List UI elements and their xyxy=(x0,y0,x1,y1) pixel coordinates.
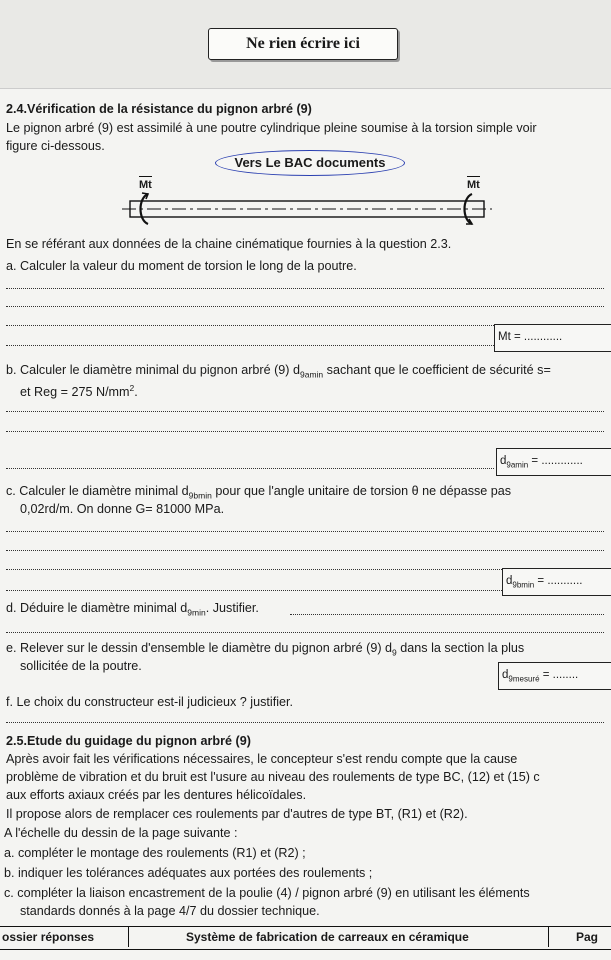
task-item-a: a. compléter le montage des roulements (R1) et (R2) ; xyxy=(4,846,306,860)
paragraph-line: Après avoir fait les vérifications nécessaires, le concepteur s'est rendu compte que la cause xyxy=(6,752,518,766)
answer-line[interactable] xyxy=(6,632,604,633)
paragraph-line: problème de vibration et du bruit est l'usure au niveau des roulements de type BC, (12) et (15) c xyxy=(6,770,540,784)
question-f: f. Le choix du constructeur est-il judicieux ? justifier. xyxy=(6,695,293,709)
question-c-line-2: 0,02rd/m. On donne G= 81000 MPa. xyxy=(20,502,225,516)
page-footer xyxy=(0,926,611,950)
paragraph-line: aux efforts axiaux créés par les dentures hélicoïdales. xyxy=(6,788,307,802)
answer-box-d9bmin[interactable]: $d_{9bmin}$ = ........... xyxy=(502,568,611,596)
answer-box-mt[interactable]: Mt = ............ xyxy=(494,324,611,352)
task-item-c-line-2: standards donnés à la page 4/7 du dossier technique. xyxy=(20,904,320,918)
do-not-write-box: Ne rien écrire ici xyxy=(208,28,398,60)
section-2-4-title: 2.4.Vérification de la résistance du pignon arbré (9) xyxy=(6,102,312,116)
answer-line[interactable] xyxy=(290,614,604,615)
question-a: a. Calculer la valeur du moment de torsion le long de la poutre. xyxy=(6,259,357,273)
question-b-line-2: et Reg = 275 $N/mm^2$. xyxy=(20,383,138,400)
question-b-line-1: b. Calculer le diamètre minimal du pignon arbré (9) $d_{9amin}$ sachant que le coefficient de sécurité s= xyxy=(6,363,551,380)
reference-line: En se référant aux données de la chaine cinématique fournies à la question 2.3. xyxy=(6,237,452,251)
question-d: d. Déduire le diamètre minimal $d_{9min}$. Justifier. xyxy=(6,601,259,618)
answer-box-d9amin[interactable]: $d_{9amin}$ = ............. xyxy=(496,448,611,476)
answer-line[interactable] xyxy=(6,722,604,723)
answer-line[interactable] xyxy=(6,531,604,532)
intro-line-2: figure ci-dessous. xyxy=(6,139,105,153)
bac-documents-stamp: Vers Le BAC documents xyxy=(215,150,405,176)
task-item-b: b. indiquer les tolérances adéquates aux portées des roulements ; xyxy=(4,866,373,880)
paragraph-line: Il propose alors de remplacer ces roulements par d'autres de type BT, (R1) et (R2). xyxy=(6,807,468,821)
answer-line[interactable] xyxy=(6,431,604,432)
footer-divider xyxy=(548,927,549,947)
answer-line[interactable] xyxy=(6,411,604,412)
answer-line[interactable] xyxy=(6,550,604,551)
moment-label-right: Mt xyxy=(467,176,480,193)
question-e-line-2: sollicitée de la poutre. xyxy=(20,659,142,673)
answer-line[interactable] xyxy=(6,345,494,346)
footer-divider xyxy=(128,927,129,947)
answer-box-d9mesure[interactable]: $d_{9mesuré}$ = ........ xyxy=(498,662,611,690)
question-e-line-1: e. Relever sur le dessin d'ensemble le diamètre du pignon arbré (9) $d_9$ dans la section la plus xyxy=(6,641,525,658)
section-2-5-title: 2.5.Etude du guidage du pignon arbré (9) xyxy=(6,734,251,748)
task-item-c-line-1: c. compléter la liaison encastrement de la poulie (4) / pignon arbré (9) en utilisant les éléments xyxy=(4,886,530,900)
footer-center-label: Système de fabrication de carreaux en céramique xyxy=(186,930,469,944)
answer-label: Mt = xyxy=(498,331,521,343)
intro-line-1: Le pignon arbré (9) est assimilé à une poutre cylindrique pleine soumise à la torsion simple voir xyxy=(6,121,537,135)
moment-label-left: Mt xyxy=(139,176,152,193)
footer-left-label: ossier réponses xyxy=(2,930,95,944)
answer-line[interactable] xyxy=(6,288,604,289)
answer-line[interactable] xyxy=(6,468,494,469)
footer-page-label: Pag xyxy=(576,930,599,944)
question-c-line-1: c. Calculer le diamètre minimal $d_{9bmin}$ pour que l'angle unitaire de torsion θ ne dépasse pas xyxy=(6,484,512,501)
beam-figure xyxy=(120,190,500,228)
answer-line[interactable] xyxy=(6,590,502,591)
answer-line[interactable] xyxy=(6,306,604,307)
paragraph-line: A l'échelle du dessin de la page suivante : xyxy=(4,826,238,840)
